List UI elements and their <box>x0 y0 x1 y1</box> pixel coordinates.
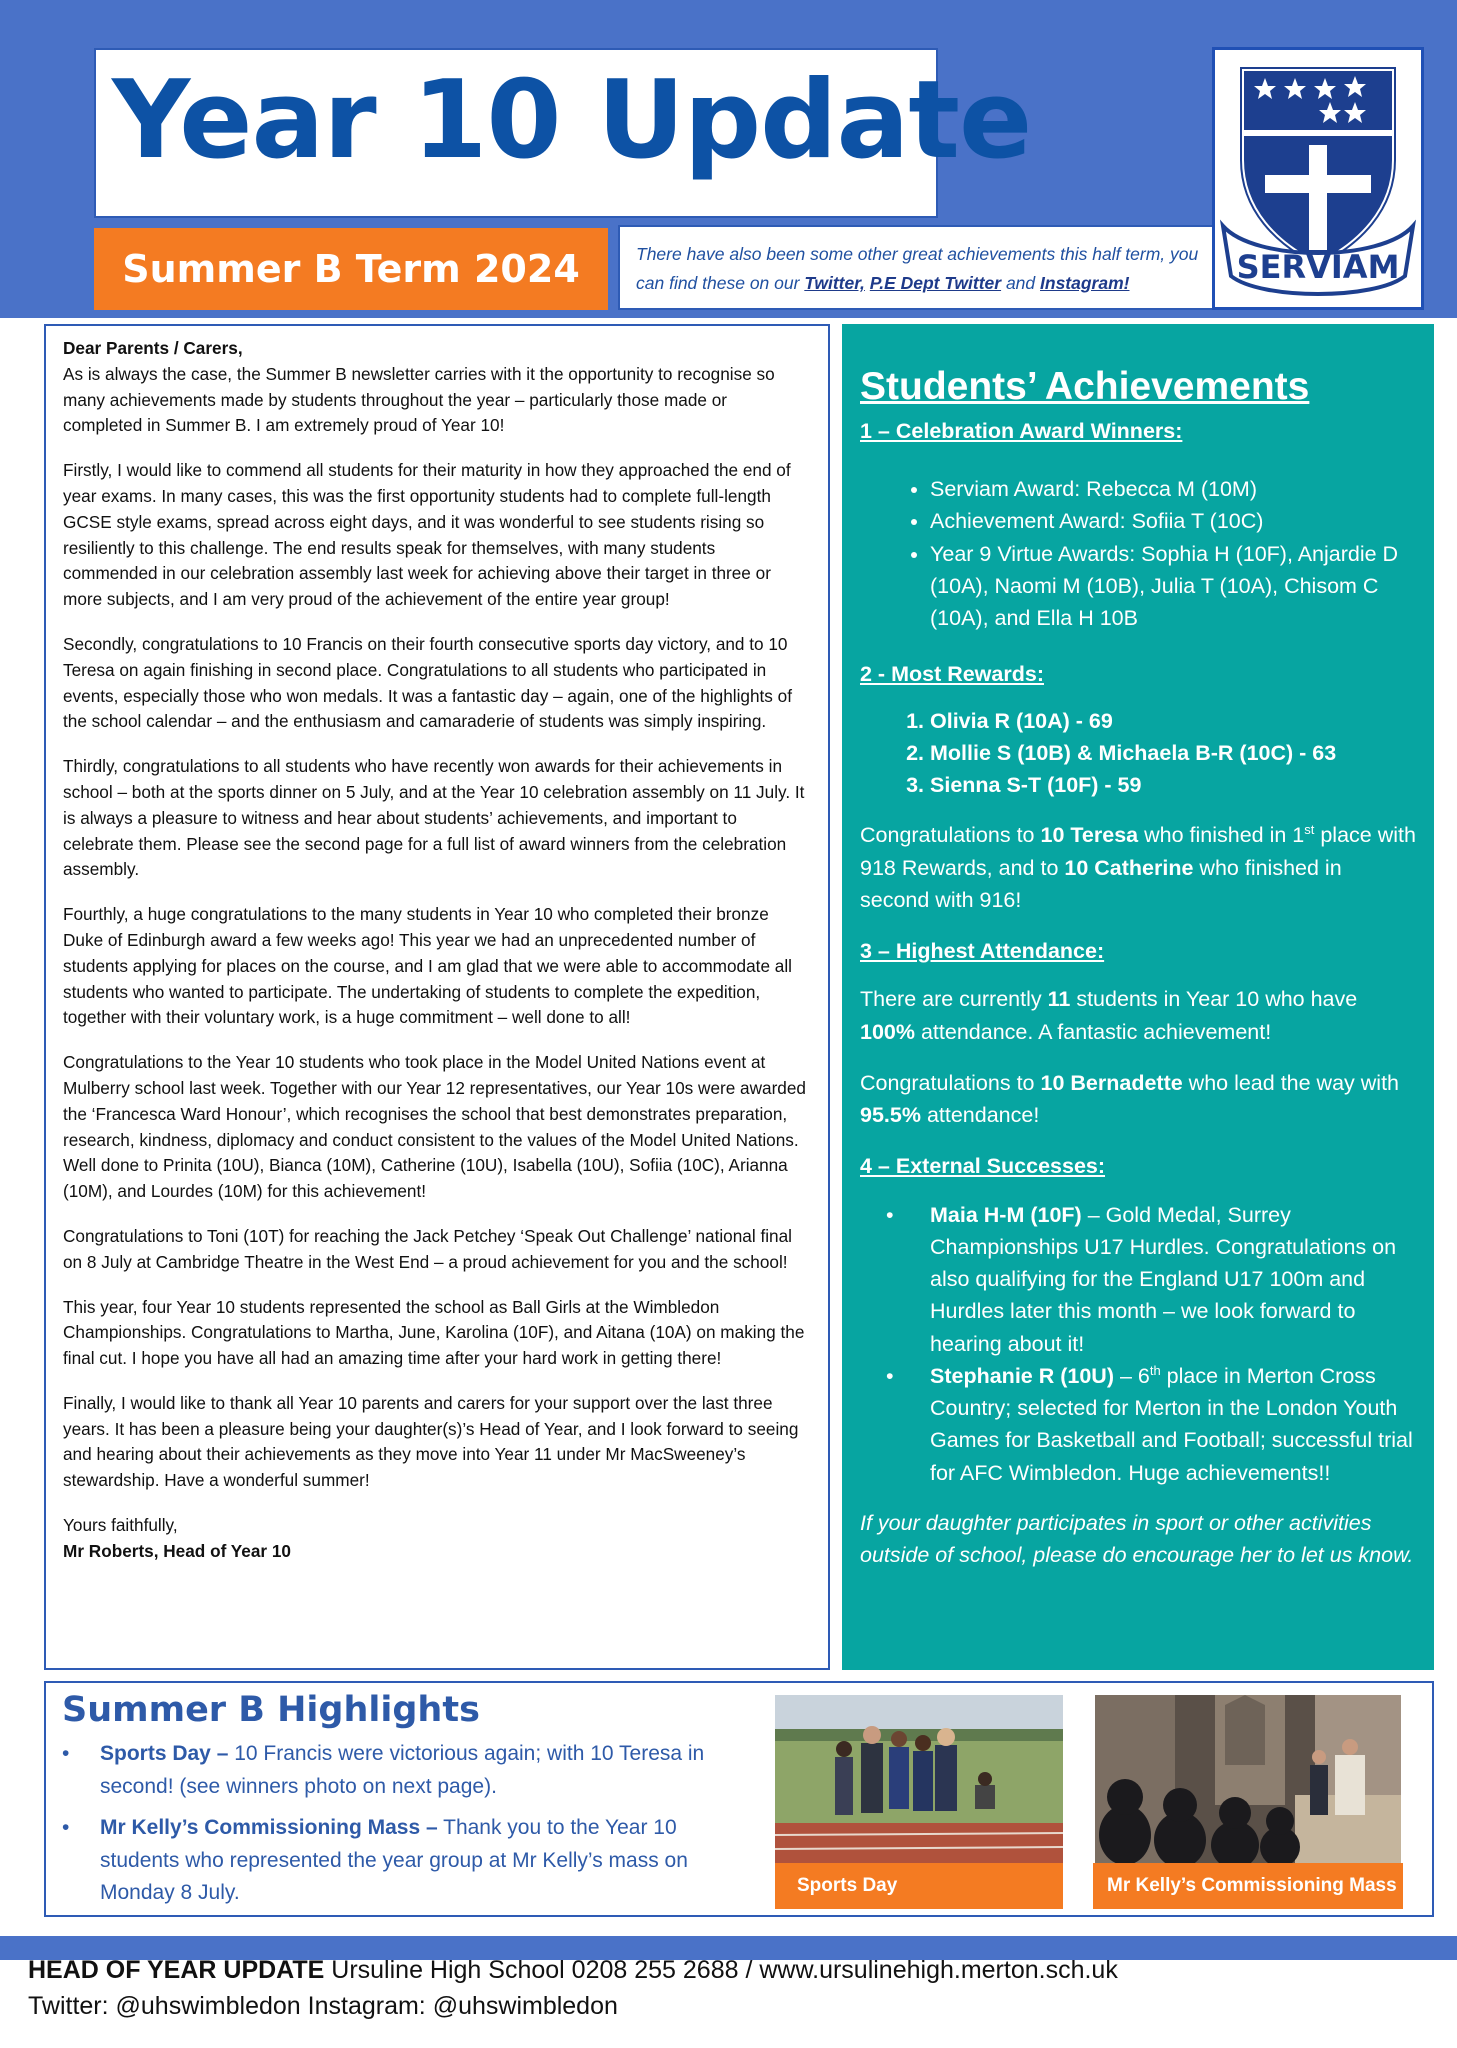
footer <box>28 1952 1448 2025</box>
commissioning-mass-caption: Mr Kelly’s Commissioning Mass <box>1093 1863 1403 1909</box>
item-text <box>100 1738 742 1803</box>
footer-contact: Ursuline High School 0208 255 2688 / www.ursulinehigh.merton.sch.uk <box>324 1956 1118 1984</box>
item-text <box>100 1812 742 1910</box>
school-crest <box>1212 47 1424 310</box>
attendance-note <box>860 983 1416 1048</box>
form-name: 10 Bernadette <box>1040 1070 1183 1095</box>
footer-line-1 <box>28 1952 1448 1988</box>
letter-closing: Yours faithfully, <box>63 1515 178 1536</box>
bullet-icon: • <box>62 1816 70 1840</box>
list-item: 2. Mollie S (10B) & Michaela B-R (10C) - 63 <box>930 737 1416 769</box>
commissioning-mass-image <box>1095 1695 1401 1863</box>
social-note-text: There have also been some other great achievements this half term, you can find these on our <box>636 244 1199 293</box>
letter-paragraph: Firstly, I would like to commend all students for their maturity in how they approached the end of year exams. In many cases, this was the first opportunity students had to complete full-length GCSE style exams, spread across eight days, and it was wonderful to see students rising so resiliently to this challenge. The end results speak for themselves, with many students commended in our celebration assembly last week for achieving above their target in three or more subjects, and I am very proud of the achievement of the entire year group! <box>63 460 791 610</box>
sports-day-image <box>775 1695 1063 1863</box>
superscript: st <box>1304 822 1315 838</box>
crest-motto: SERVIAM <box>1236 248 1400 286</box>
value: 11 <box>1047 987 1071 1012</box>
list-item: 1. Olivia R (10A) - 69 <box>930 705 1416 737</box>
sports-day-photo <box>775 1695 1063 1863</box>
text: attendance. A fantastic achievement! <box>915 1019 1272 1044</box>
external-list <box>860 1199 1416 1489</box>
achievements-title: Students’ Achievements <box>860 365 1310 408</box>
letter-signature: Mr Roberts, Head of Year 10 <box>63 1540 291 1561</box>
text: Thank you to the Year 10 students who represented the year group at Mr Kelly’s mass on Monday 8 July. <box>100 1816 688 1905</box>
twitter-link[interactable]: Twitter, <box>804 272 865 293</box>
section-heading: 1 – Celebration Award Winners: <box>860 418 1183 443</box>
list-item <box>886 1199 1416 1360</box>
text: 10 Francis were victorious again; with 10 Teresa in second! (see winners photo on next page). <box>100 1742 705 1798</box>
sports-day-caption: Sports Day <box>775 1863 1063 1909</box>
section-heading: 4 – External Successes: <box>860 1154 1106 1179</box>
value: 100% <box>860 1019 915 1044</box>
achievements-panel <box>842 324 1434 1670</box>
text: students in Year 10 who have <box>1070 987 1358 1012</box>
note-sep: and <box>1001 272 1041 293</box>
item-text <box>930 1199 1416 1360</box>
value: 95.5% <box>860 1103 921 1128</box>
head-of-year-letter <box>44 324 830 1670</box>
letter-paragraph: As is always the case, the Summer B newsletter carries with it the opportunity to recognise so many achievements made by students throughout the year – particularly those made or completed in Summer B. I am extremely proud of Year 10! <box>63 363 775 436</box>
text: – 6 <box>1113 1363 1150 1388</box>
text: There are currently <box>860 987 1048 1012</box>
page-title: Year 10 Update <box>112 58 1032 183</box>
highlights-title: Summer B Highlights <box>62 1690 480 1730</box>
item-title: Sports Day – <box>100 1742 229 1765</box>
footer-heading: HEAD OF YEAR UPDATE <box>28 1956 325 1984</box>
award-list <box>860 473 1416 634</box>
closing-note: If your daughter participates in sport or other activities outside of school, please do encourage her to let us know. <box>860 1510 1414 1568</box>
social-note <box>618 225 1240 310</box>
bullet-icon: • <box>62 1742 70 1765</box>
form-name: 10 Teresa <box>1040 823 1139 848</box>
text: who finished in second with 916! <box>860 855 1342 912</box>
text: Congratulations to <box>860 1070 1041 1095</box>
letter-paragraph: Finally, I would like to thank all Year 10 parents and carers for your support over the last three years. It has been a pleasure being your daughter(s)’s Head of Year, and I look forward to seeing and hearing about their achievements as they move into Year 11 under Mr MacSweeney’s stewardship. Have a wonderful summer! <box>63 1392 799 1491</box>
list-item: • Year 9 Virtue Awards: Sophia H (10F), Anjardie D (10A), Naomi M (10B), Julia T (10A), Chisom C (10A), and Ella H 10B <box>930 538 1416 635</box>
list-item: 3. Sienna S-T (10F) - 59 <box>930 769 1416 801</box>
rewards-list <box>860 705 1416 802</box>
instagram-link[interactable]: Instagram! <box>1040 272 1130 293</box>
footer-line-2: Twitter: @uhswimbledon Instagram: @uhswimbledon <box>28 1992 618 2021</box>
letter-greeting: Dear Parents / Carers, <box>63 338 243 358</box>
bullet-icon: • <box>886 1363 894 1388</box>
text: who finished in 1 <box>1138 823 1305 848</box>
letter-paragraph: Congratulations to Toni (10T) for reaching the Jack Petchey ‘Speak Out Challenge’ national final on 8 July at Cambridge Theatre in the West End – a proud achievement for you and the school! <box>63 1225 792 1272</box>
text: – Gold Medal, Surrey Championships U17 Hurdles. Congratulations on also qualifying for the England U17 100m and Hurdles later this month – we look forward to hearing about it! <box>930 1202 1397 1356</box>
pe-twitter-link[interactable]: P.E Dept Twitter <box>869 272 1002 293</box>
text: Congratulations to <box>860 823 1041 848</box>
letter-paragraph: Fourthly, a huge congratulations to the many students in Year 10 who completed their bronze Duke of Edinburgh award a few weeks ago! This year we had an unprecedented number of students applying for places on the course, and I am glad that we were able to accommodate all students who wanted to participate. The undertaking of students to complete the expedition, together with their voluntary work, is a huge commitment – well done to all! <box>63 904 792 1028</box>
text: who lead the way with <box>1182 1070 1399 1095</box>
item-text <box>930 1360 1416 1489</box>
term-banner: Summer B Term 2024 <box>94 228 608 310</box>
text: attendance! <box>920 1103 1040 1128</box>
letter-paragraph: Congratulations to the Year 10 students who took place in the Model United Nations event at Mulberry school last week. Together with our Year 12 representatives, our Year 10s were awarded the ‘Francesca Ward Honour’, which recognises the school that best demonstrates preparation, research, kindness, diplomacy and conduct consistent to the values of the Model United Nations. Well done to Prinita (10U), Bianca (10M), Catherine (10U), Isabella (10U), Sofiia (10C), Arianna (10M), and Lourdes (10M) for this achievement! <box>63 1052 806 1202</box>
letter-paragraph: Secondly, congratulations to 10 Francis on their fourth consecutive sports day victory, and to 10 Teresa on again finishing in second place. Congratulations to all students who participated in events, especially those who won medals. It was a fantastic day – again, one of the highlights of the school calendar – and the enthusiasm and camaraderie of students was simply inspiring. <box>63 633 792 732</box>
list-item <box>62 1738 742 1803</box>
form-name: 10 Catherine <box>1064 855 1194 880</box>
commissioning-mass-photo <box>1095 1695 1401 1863</box>
section-heading: 3 – Highest Attendance: <box>860 939 1105 964</box>
text: place with 918 Rewards, and to <box>860 823 1416 880</box>
list-item <box>886 1360 1416 1489</box>
student-name: Stephanie R (10U) <box>930 1363 1114 1388</box>
section-heading: 2 - Most Rewards: <box>860 662 1044 687</box>
list-item: • Achievement Award: Sofiia T (10C) <box>930 505 1416 537</box>
superscript: th <box>1149 1362 1161 1378</box>
letter-paragraph: Thirdly, congratulations to all students who have recently won awards for their achievements in school – both at the sports dinner on 5 July, and at the Year 10 celebration assembly on 11 July. It is always a pleasure to witness and hear about students’ achievements, and important to celebrate them. Please see the second page for a full list of award winners from the celebration assembly. <box>63 756 805 880</box>
text: place in Merton Cross Country; selected for Merton in the London Youth Games for Basketball and Football; successful trial for AFC Wimbledon. Huge achievements!! <box>930 1363 1413 1485</box>
student-name: Maia H-M (10F) <box>930 1202 1082 1227</box>
list-item: • Serviam Award: Rebecca M (10M) <box>930 473 1416 505</box>
letter-paragraph: This year, four Year 10 students represented the school as Ball Girls at the Wimbledon Championships. Congratulations to Martha, June, Karolina (10F), and Aitana (10A) on making the final cut. I hope you have all had an amazing time after your hard work in getting there! <box>63 1296 805 1369</box>
crest-shield-icon <box>1215 50 1421 307</box>
item-title: Mr Kelly’s Commissioning Mass – <box>100 1816 438 1840</box>
attendance-note <box>860 1067 1416 1132</box>
rewards-note <box>860 819 1416 916</box>
bullet-icon: • <box>886 1202 894 1227</box>
list-item <box>62 1812 742 1910</box>
highlights-list <box>62 1738 742 1919</box>
